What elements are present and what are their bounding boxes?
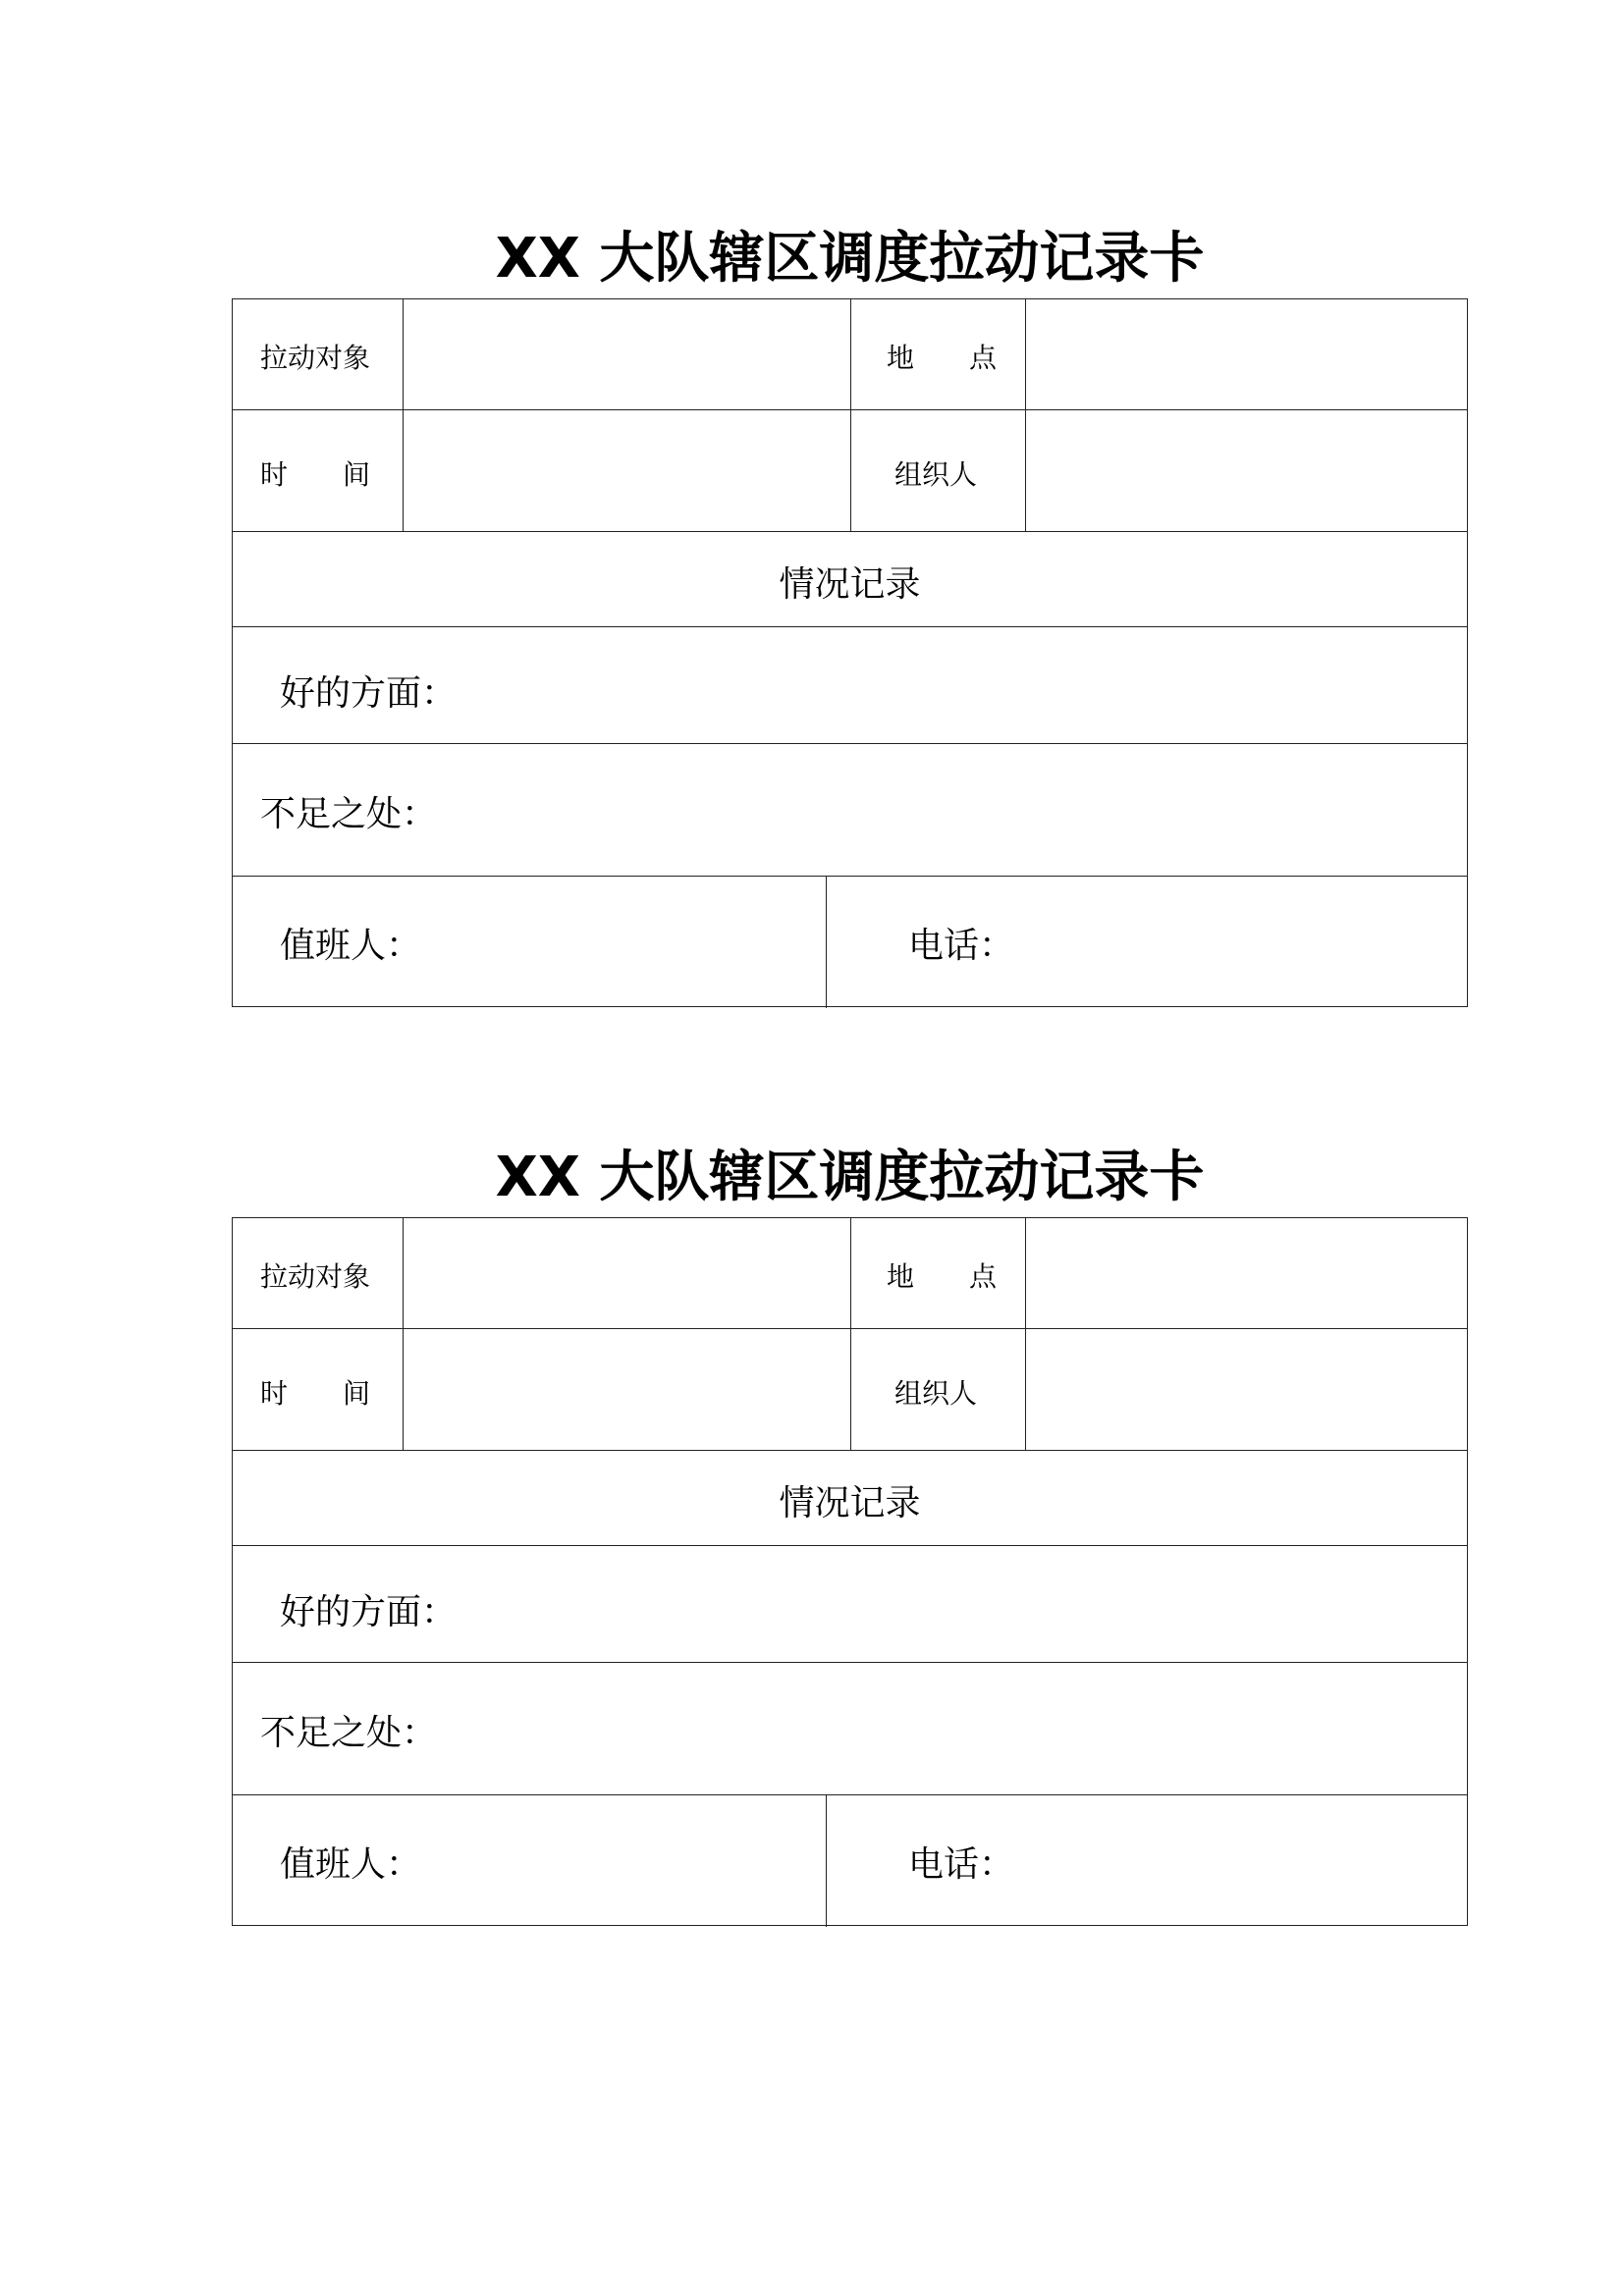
row-divider bbox=[233, 1545, 1467, 1546]
shortcomings-field[interactable] bbox=[468, 745, 1460, 874]
target-label: 拉动对象 bbox=[260, 342, 371, 374]
good-points-field[interactable] bbox=[488, 628, 1460, 741]
time-label: 时 间 bbox=[260, 458, 371, 491]
organizer-label: 组织人 bbox=[894, 1377, 978, 1410]
record-header: 情况记录 bbox=[779, 1483, 921, 1523]
row-divider bbox=[233, 1794, 1467, 1795]
col-divider bbox=[1025, 299, 1026, 531]
card-title: XX 大队辖区调度拉动记录卡 bbox=[495, 227, 1205, 291]
good-points-label: 好的方面： bbox=[280, 1592, 458, 1632]
good-points-field[interactable] bbox=[488, 1547, 1460, 1660]
phone-label: 电话： bbox=[908, 926, 1015, 966]
col-divider bbox=[826, 1794, 827, 1927]
record-card bbox=[232, 1139, 1468, 1926]
shortcomings-label: 不足之处： bbox=[260, 794, 438, 834]
phone-field[interactable] bbox=[1018, 1796, 1465, 1925]
shortcomings-label: 不足之处： bbox=[260, 1713, 438, 1753]
phone-field[interactable] bbox=[1018, 878, 1465, 1006]
col-divider bbox=[850, 1218, 851, 1450]
col-divider bbox=[1025, 1218, 1026, 1450]
duty-person-field[interactable] bbox=[429, 1796, 822, 1925]
row-divider bbox=[233, 876, 1467, 877]
duty-person-field[interactable] bbox=[429, 878, 822, 1006]
row-divider bbox=[233, 531, 1467, 532]
record-card bbox=[232, 220, 1468, 1007]
time-value-cell[interactable] bbox=[405, 1330, 848, 1448]
target-label: 拉动对象 bbox=[260, 1260, 371, 1293]
target-value-cell[interactable] bbox=[405, 299, 848, 407]
col-divider bbox=[403, 299, 404, 531]
location-label: 地 点 bbox=[887, 1260, 998, 1293]
row-divider bbox=[233, 626, 1467, 627]
location-label: 地 点 bbox=[887, 342, 998, 374]
row-divider bbox=[233, 1450, 1467, 1451]
phone-label: 电话： bbox=[908, 1844, 1015, 1885]
duty-person-label: 值班人： bbox=[280, 1844, 422, 1885]
col-divider bbox=[826, 876, 827, 1008]
good-points-label: 好的方面： bbox=[280, 673, 458, 714]
organizer-value-cell[interactable] bbox=[1027, 411, 1467, 529]
record-form bbox=[232, 1217, 1468, 1926]
organizer-value-cell[interactable] bbox=[1027, 1330, 1467, 1448]
time-label: 时 间 bbox=[260, 1377, 371, 1410]
col-divider bbox=[850, 299, 851, 531]
shortcomings-field[interactable] bbox=[468, 1664, 1460, 1792]
record-header: 情况记录 bbox=[779, 564, 921, 605]
time-value-cell[interactable] bbox=[405, 411, 848, 529]
organizer-label: 组织人 bbox=[894, 458, 978, 491]
card-title: XX 大队辖区调度拉动记录卡 bbox=[495, 1146, 1205, 1209]
target-value-cell[interactable] bbox=[405, 1218, 848, 1326]
location-value-cell[interactable] bbox=[1027, 1218, 1467, 1326]
record-form bbox=[232, 298, 1468, 1007]
col-divider bbox=[403, 1218, 404, 1450]
duty-person-label: 值班人： bbox=[280, 926, 422, 966]
row-divider bbox=[233, 743, 1467, 744]
location-value-cell[interactable] bbox=[1027, 299, 1467, 407]
row-divider bbox=[233, 1662, 1467, 1663]
